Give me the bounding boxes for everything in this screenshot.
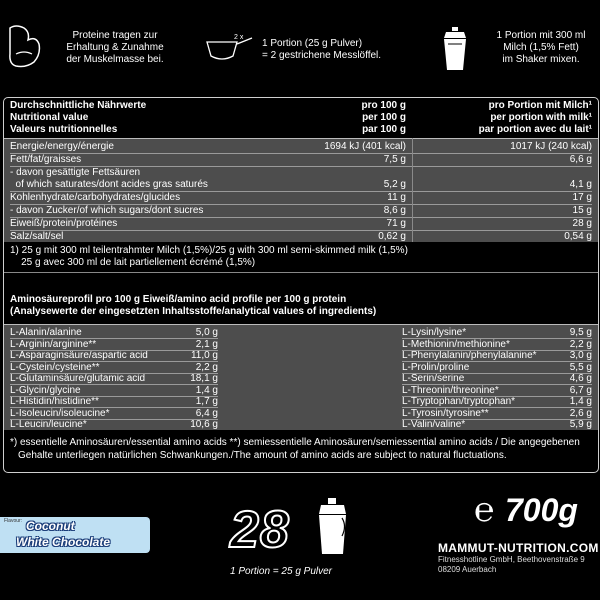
table-row [4,192,598,204]
nutrition-header [4,98,598,138]
row-label: Eiweiß/protein/protéines [10,218,118,229]
amino-value: 6,4 g [195,407,218,419]
table-row [4,218,598,230]
portion-note: 1 Portion = 25 g Pulver [230,566,333,577]
amino-footnote-line: *) essentielle Aminosäuren/essential amino acids **) semiessentielle Aminosäuren/semiessential amino acids / Die angegebenen [10,437,580,448]
amino-name: L-Methionin/methionine* [402,338,510,350]
top-right-line: 1 Portion mit 300 ml [496,30,586,41]
address-line: 08209 Auerbach [438,565,497,574]
amino-row-divider [402,384,592,385]
address-line: Fitnesshotline GmbH, Beethovenstraße 9 [438,555,585,564]
amino-name: L-Histidin/histidine** [10,396,99,407]
row-label: - davon Zucker/of which sugars/dont sucres [10,205,204,216]
amino-title-line: (Analysewerte der eingesetzten Inhaltsstoffe/analytical values of ingredients) [10,306,377,317]
header-per100-line: pro 100 g [361,100,406,111]
top-mid-line: 1 Portion (25 g Pulver) [262,38,363,49]
amino-title [10,294,376,318]
amino-row-divider [402,350,592,351]
estimated-sign-icon: ℮ [474,490,495,530]
row-portion: 28 g [572,218,592,229]
amino-row-divider [402,338,592,339]
header-label: Durchschnittliche Nährwerte [10,100,147,111]
row-per100: 8,6 g [383,205,406,216]
amino-value: 9,5 g [569,327,592,338]
row-per100: 11 g [387,192,406,203]
top-right-line: im Shaker mixen. [502,54,580,65]
amino-row-divider [402,419,592,420]
amino-value: 2,6 g [569,407,592,419]
amino-name: L-Tryptophan/tryptophan* [402,396,516,407]
row-portion: 1017 kJ (240 kcal) [510,141,592,152]
top-left-line: Erhaltung & Zunahme [66,42,164,53]
amino-row-divider [402,407,592,408]
amino-name: L-Threonin/threonine* [402,384,499,396]
amino-value: 1,4 g [569,396,592,407]
row-label: Energie/energy/énergie [10,141,114,152]
amino-row-divider [10,419,218,420]
manufacturer-address [438,555,585,575]
top-text-left [40,30,190,66]
amino-value: 3,0 g [569,350,592,361]
brand-url: MAMMUT-NUTRITION.COM [438,541,599,555]
flavor-label [0,517,150,553]
header-portion-line: par portion avec du lait¹ [478,124,592,135]
amino-name: L-Serin/serine [402,373,465,384]
table-row [4,141,598,153]
amino-name: L-Asparaginsäure/aspartic acid [10,350,148,361]
flavor-line2: White Chocolate [16,535,111,549]
header-labels [10,100,146,136]
top-text-right [482,30,600,66]
amino-value: 10,6 g [190,419,218,430]
amino-row-divider [10,350,218,351]
amino-value: 4,6 g [569,373,592,384]
amino-row-divider [10,407,218,408]
top-left-line: der Muskelmasse bei. [66,54,164,65]
shaker-bottle-icon [316,496,350,556]
net-weight: 700g [505,492,578,528]
amino-table [4,324,598,430]
scoop-count-badge: 2 x [234,34,244,41]
amino-value: 5,9 g [569,419,592,430]
amino-name: L-Phenylalanin/phenylalanine* [402,350,537,361]
amino-value: 2,2 g [195,361,218,373]
amino-row-divider [402,373,592,374]
header-label: Valeurs nutritionnelles [10,124,118,135]
amino-value: 18,1 g [190,373,218,384]
amino-row-divider [402,361,592,362]
header-portion-line: per portion with milk¹ [490,112,592,123]
nutrition-table [4,138,598,242]
amino-row-divider [402,396,592,397]
amino-value: 6,7 g [569,384,592,396]
row-per100: 7,5 g [383,154,406,165]
amino-value: 2,1 g [195,338,218,350]
amino-value: 11,0 g [190,350,218,361]
footnote-line: 25 g avec 300 ml de lait partiellement écrémé (1,5%) [10,257,256,268]
amino-row-divider [10,384,218,385]
amino-footnote [10,436,590,462]
header-portion [404,100,592,136]
row-portion: 0,54 g [564,231,592,242]
amino-title-line: Aminosäureprofil pro 100 g Eiweiß/amino acid profile per 100 g protein [10,294,347,305]
amino-name: L-Prolin/proline [402,361,470,373]
footnote-line: 1) 25 g mit 300 ml teilentrahmter Milch (1,5%)/25 g with 300 ml semi-skimmed milk (1,5%) [10,245,408,256]
amino-name: L-Glycin/glycine [10,384,81,396]
row-label: Fett/fat/graisses [10,154,82,165]
row-per100: 0,62 g [378,231,406,242]
top-text-mid [262,38,402,62]
top-right-line: Milch (1,5% Fett) [503,42,579,53]
shaker-icon [438,24,472,74]
row-per100: 1694 kJ (401 kcal) [324,141,406,152]
amino-name: L-Lysin/lysine* [402,327,467,338]
row-label: - davon gesättigte Fettsäuren [10,167,141,178]
table-row [4,205,598,217]
amino-name: L-Alanin/alanine [10,327,82,338]
amino-value: 1,4 g [195,384,218,396]
muscle-arm-icon [6,24,42,70]
table-row [4,231,598,243]
table-row [4,167,598,179]
flavor-line1: Coconut [26,519,75,533]
amino-name: L-Leucin/leucine* [10,419,87,430]
amino-row-divider [10,361,218,362]
amino-footnote-line: Gehalte unterliegen natürlichen Schwankungen./The amount of amino acids are subject to natural fluctuations. [18,450,507,461]
amino-name: L-Cystein/cysteine** [10,361,100,373]
amino-value: 1,7 g [195,396,218,407]
amino-name: L-Arginin/arginine** [10,338,97,350]
amino-name: L-Isoleucin/isoleucine* [10,407,110,419]
header-label: Nutritional value [10,112,89,123]
amino-row-divider [10,338,218,339]
row-label: of which saturates/dont acides gras saturés [10,179,208,190]
amino-row-divider [10,396,218,397]
row-per100: 71 g [386,218,406,229]
header-per100-line: par 100 g [362,124,406,135]
row-portion: 6,6 g [569,154,592,165]
top-mid-line: = 2 gestrichene Messlöffel. [262,50,382,61]
servings-count: 28 [230,501,290,559]
amino-name: L-Tyrosin/tyrosine** [402,407,489,419]
amino-name: L-Glutaminsäure/glutamic acid [10,373,146,384]
amino-row [402,419,592,431]
header-per100-line: per 100 g [362,112,406,123]
row-per100: 5,2 g [383,179,406,190]
scoop-icon [204,34,254,64]
flavor-small-label: Flavour: [4,518,23,524]
row-label: Kohlenhydrate/carbohydrates/glucides [10,192,181,203]
nutrition-footnote [10,245,408,269]
row-portion: 15 g [572,205,592,216]
amino-value: 2,2 g [569,338,592,350]
amino-value: 5,0 g [195,327,218,338]
amino-name: L-Valin/valine* [402,419,466,430]
header-per100 [304,100,406,136]
amino-row-divider [10,373,218,374]
row-label: Salz/salt/sel [10,231,64,242]
table-row [4,179,598,191]
header-portion-line: pro Portion mit Milch¹ [488,100,592,111]
table-row [4,154,598,166]
nutrition-panel [3,97,599,473]
row-portion: 17 g [572,192,592,203]
amino-row [10,419,218,431]
row-portion: 4,1 g [569,179,592,190]
amino-value: 5,5 g [569,361,592,373]
top-left-line: Proteine tragen zur [72,30,158,41]
